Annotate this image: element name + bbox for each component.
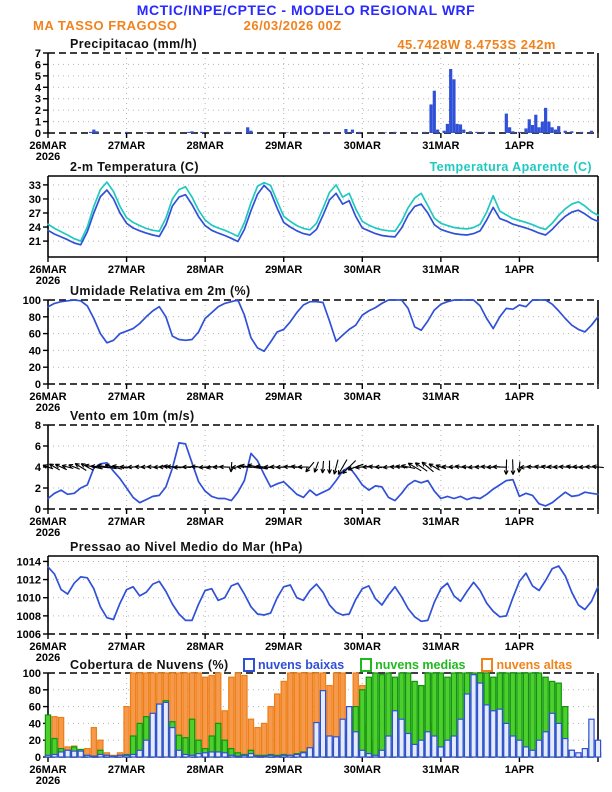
x-tick-label: 28MAR xyxy=(186,516,224,528)
panel-temperature xyxy=(29,176,598,287)
precip-bar xyxy=(528,119,531,133)
precip-bar xyxy=(429,104,432,133)
cloud-bar xyxy=(504,723,509,757)
precip-bar xyxy=(544,108,547,133)
cloud-bar xyxy=(406,733,411,757)
y-tick-label: 1008 xyxy=(16,610,41,623)
cloud-bar xyxy=(242,755,247,757)
precip-bar xyxy=(357,132,360,133)
panel-title-apparent-temperature: Temperatura Aparente (C) xyxy=(429,160,592,174)
cloud-bar xyxy=(235,756,240,757)
cloud-bar xyxy=(301,753,306,757)
cloud-bar xyxy=(72,751,77,757)
cloud-bar xyxy=(170,728,175,757)
cloud-bar xyxy=(333,737,338,757)
precip-bar xyxy=(518,132,521,133)
x-tick-label: 26MAR xyxy=(29,140,67,152)
cloud-bar xyxy=(131,736,136,757)
y-tick-label: 2 xyxy=(34,483,41,495)
x-tick-label: 29MAR xyxy=(265,140,303,152)
cloud-bar xyxy=(196,754,201,757)
cloud-bar xyxy=(523,673,528,757)
y-tick-label: 60 xyxy=(28,328,41,341)
cloud-bar xyxy=(307,673,312,757)
y-tick-label: 40 xyxy=(28,345,41,358)
precip-bar xyxy=(557,126,560,133)
precip-bar xyxy=(344,129,347,133)
precip-bar xyxy=(570,131,573,133)
cloud-bar xyxy=(255,728,260,757)
cloud-bar xyxy=(124,755,129,757)
precip-bar xyxy=(547,122,550,133)
cloud-bar xyxy=(229,677,234,757)
y-tick-label: 1010 xyxy=(16,592,41,605)
precip-bar xyxy=(531,125,534,133)
x-tick-label: 31MAR xyxy=(422,516,460,528)
precip-bar xyxy=(482,132,485,133)
precip-bar xyxy=(459,124,462,133)
precip-bar xyxy=(505,114,508,133)
precip-bar xyxy=(537,127,540,133)
precip-bar xyxy=(246,127,249,133)
legend-label-high-clouds: nuvens altas xyxy=(496,658,573,672)
line-2-m-Temperatura xyxy=(48,185,598,244)
line-Umidade-Relativa xyxy=(48,300,598,351)
x-tick-label: 27MAR xyxy=(107,641,146,653)
y-tick-label: 8 xyxy=(34,420,41,432)
precip-bar xyxy=(462,130,465,133)
y-tick-label: 80 xyxy=(28,684,41,697)
cloud-bar xyxy=(58,752,63,757)
cloud-bar xyxy=(314,723,319,757)
cloud-bar xyxy=(379,675,384,757)
cloud-bar xyxy=(65,750,70,757)
panel-title-clouds: Cobertura de Nuvens (%) xyxy=(70,658,229,672)
x-tick-label: 27MAR xyxy=(107,516,146,528)
precip-bars xyxy=(89,69,593,133)
y-tick-label: 2 xyxy=(34,105,41,118)
cloud-bar xyxy=(543,732,548,757)
y-tick-label: 5 xyxy=(34,70,41,83)
cloud-bar xyxy=(576,753,581,757)
y-tick-label: 1006 xyxy=(16,629,41,641)
wind-arrow xyxy=(321,461,325,473)
x-tick-label: 26MAR xyxy=(29,264,67,276)
cloud-bar xyxy=(458,719,463,757)
x-tick-label: 31MAR xyxy=(422,641,460,653)
cloud-bar xyxy=(373,673,378,757)
cloud-bar xyxy=(288,755,293,757)
y-tick-label: 1012 xyxy=(16,574,41,587)
precip-bar xyxy=(541,122,544,133)
cloud-bar xyxy=(268,755,273,757)
cloud-bar xyxy=(150,713,155,757)
cloud-bar xyxy=(294,673,299,757)
y-tick-label: 4 xyxy=(34,462,41,474)
y-tick-label: 6 xyxy=(34,441,41,453)
x-axis-year-label: 2026 xyxy=(35,402,61,414)
precip-bar xyxy=(145,132,148,133)
x-tick-label: 31MAR xyxy=(422,264,460,276)
x-tick-label: 28MAR xyxy=(186,140,224,152)
y-tick-label: 40 xyxy=(28,718,41,731)
cloud-bar xyxy=(360,690,365,757)
y-tick-label: 20 xyxy=(28,735,41,748)
line-Velocidade-do-vento xyxy=(48,443,598,506)
precip-bar xyxy=(469,131,472,133)
x-tick-label: 28MAR xyxy=(186,641,224,653)
precip-bar xyxy=(393,132,396,133)
panel-title-temperature: 2-m Temperatura (C) xyxy=(70,160,199,174)
cloud-bar xyxy=(432,736,437,757)
cloud-bar xyxy=(189,719,194,757)
cloud-bar xyxy=(255,756,260,757)
cloud-bar xyxy=(189,755,194,757)
cloud-bar xyxy=(386,736,391,757)
precip-bar xyxy=(125,132,128,133)
cloud-bar xyxy=(569,750,574,757)
x-tick-label: 1APR xyxy=(504,764,535,776)
y-tick-label: 0 xyxy=(34,752,41,764)
precip-bar xyxy=(456,124,459,133)
cloud-bar xyxy=(85,755,90,757)
cloud-bar xyxy=(203,677,208,757)
cloud-bar xyxy=(104,755,109,757)
x-axis-year-label: 2026 xyxy=(35,275,61,287)
cloud-bar xyxy=(216,752,221,757)
cloud-bar xyxy=(261,723,266,757)
precip-bar xyxy=(508,127,511,133)
precip-bar xyxy=(590,131,593,133)
precip-bar xyxy=(325,132,328,133)
cloud-bar xyxy=(294,754,299,757)
cloud-bar xyxy=(91,756,96,757)
x-tick-label: 1APR xyxy=(504,391,535,403)
cloud-bar xyxy=(91,728,96,757)
cloud-bar xyxy=(275,756,280,757)
cloud-bar xyxy=(137,750,142,757)
precip-bar xyxy=(511,131,514,133)
cloud-bar xyxy=(281,681,286,757)
cloud-bar xyxy=(45,755,50,757)
cloud-bar xyxy=(419,740,424,757)
precip-bar xyxy=(436,130,439,133)
x-axis-year-label: 2026 xyxy=(35,652,61,664)
y-tick-label: 30 xyxy=(28,193,41,206)
y-tick-label: 100 xyxy=(22,668,41,680)
y-tick-label: 33 xyxy=(28,179,41,192)
cloud-bar xyxy=(373,755,378,757)
app-title: MCTIC/INPE/CPTEC - MODELO REGIONAL WRF xyxy=(136,2,476,18)
cloud-bar xyxy=(131,754,136,757)
precip-bar xyxy=(226,132,229,133)
precip-bar xyxy=(564,131,567,133)
precip-bar xyxy=(351,130,354,133)
cloud-bar xyxy=(510,736,515,757)
cloud-bar xyxy=(392,711,397,757)
cloud-bar xyxy=(478,683,483,757)
x-axis-year-label: 2026 xyxy=(35,527,61,539)
y-tick-label: 80 xyxy=(28,311,41,324)
cloud-bar xyxy=(399,719,404,757)
cloud-bar xyxy=(563,739,568,757)
cloud-bar xyxy=(536,740,541,757)
cloud-bar xyxy=(550,713,555,757)
precip-bar xyxy=(285,132,288,133)
cloud-bar xyxy=(307,748,312,757)
x-axis-year-label: 2026 xyxy=(35,151,61,163)
x-tick-label: 30MAR xyxy=(343,641,381,653)
y-tick-label: 4 xyxy=(34,82,41,95)
panel-pressure xyxy=(17,556,598,664)
wind-arrow xyxy=(511,459,515,474)
x-tick-label: 29MAR xyxy=(265,516,303,528)
x-tick-label: 29MAR xyxy=(265,391,303,403)
cloud-bar xyxy=(589,719,594,757)
cloud-bar xyxy=(530,673,535,757)
x-tick-label: 1APR xyxy=(504,264,535,276)
y-tick-label: 1 xyxy=(34,116,41,129)
x-tick-label: 27MAR xyxy=(107,140,146,152)
cloud-bar xyxy=(327,736,332,757)
cloud-bar xyxy=(412,744,417,757)
precip-bar xyxy=(89,132,92,133)
cloud-bar xyxy=(595,740,600,757)
cloud-bar xyxy=(530,750,535,757)
panel-title-wind: Vento em 10m (m/s) xyxy=(70,409,195,423)
precip-bar xyxy=(190,131,193,133)
x-tick-label: 28MAR xyxy=(186,264,224,276)
cloud-bar xyxy=(183,754,188,757)
panel-title-precipitation: Precipitacao (mm/h) xyxy=(70,37,198,51)
x-tick-label: 26MAR xyxy=(29,516,67,528)
cloud-bar xyxy=(517,740,522,757)
y-tick-label: 3 xyxy=(34,93,41,106)
y-tick-label: 20 xyxy=(28,362,41,375)
cloud-bar xyxy=(347,707,352,757)
x-tick-label: 31MAR xyxy=(422,140,460,152)
x-tick-label: 31MAR xyxy=(422,764,460,776)
precip-bar xyxy=(423,132,426,133)
y-tick-label: 0 xyxy=(34,379,41,391)
x-tick-label: 28MAR xyxy=(186,391,224,403)
precip-bar xyxy=(475,132,478,133)
cloud-bar xyxy=(235,673,240,757)
cloud-bar xyxy=(445,740,450,757)
precip-bar xyxy=(452,79,455,133)
precip-bar xyxy=(413,132,416,133)
x-tick-label: 26MAR xyxy=(29,641,67,653)
cloud-bar xyxy=(242,676,247,757)
cloud-bar xyxy=(523,747,528,757)
cloud-bar xyxy=(98,754,103,757)
wind-arrow xyxy=(314,462,318,473)
y-tick-label: 6 xyxy=(34,59,41,72)
line-Temperatura-Aparente xyxy=(48,182,598,241)
line-Pressao-ao-nivel-do-mar xyxy=(48,566,598,621)
precip-bar xyxy=(446,124,449,133)
y-tick-label: 0 xyxy=(34,504,41,516)
precip-bar xyxy=(449,69,452,133)
cloud-bar xyxy=(484,705,489,757)
wind-arrows xyxy=(43,459,604,474)
wind-arrow xyxy=(408,463,421,471)
cloud-bar xyxy=(261,756,266,757)
cloud-bar xyxy=(78,751,83,757)
precip-bar xyxy=(534,115,537,133)
x-tick-label: 29MAR xyxy=(265,764,303,776)
x-tick-label: 1APR xyxy=(504,140,535,152)
x-tick-label: 30MAR xyxy=(343,140,381,152)
wind-arrow xyxy=(220,465,231,469)
y-tick-label: 1014 xyxy=(16,556,41,569)
cloud-bar xyxy=(203,753,208,757)
cloud-bar xyxy=(124,707,129,757)
cloud-bar xyxy=(111,756,116,757)
cloud-bar xyxy=(301,673,306,757)
run-datetime: 26/03/2026 00Z xyxy=(243,18,342,33)
cloud-bar xyxy=(366,754,371,757)
cloud-bar xyxy=(144,740,149,757)
cloud-bar xyxy=(497,709,502,757)
panel-precipitation xyxy=(29,48,598,163)
cloud-bar xyxy=(360,750,365,757)
cloud-bar xyxy=(556,723,561,757)
y-tick-label: 60 xyxy=(28,701,41,714)
x-tick-label: 26MAR xyxy=(29,764,67,776)
x-tick-label: 1APR xyxy=(504,516,535,528)
cloud-bar xyxy=(209,752,214,757)
precip-bar xyxy=(200,132,203,133)
cloud-bar xyxy=(176,750,181,757)
cloud-bar xyxy=(379,750,384,757)
x-axis-year-label: 2026 xyxy=(35,775,61,787)
precip-bar xyxy=(433,91,436,133)
x-tick-label: 28MAR xyxy=(186,764,224,776)
precip-bar xyxy=(96,131,99,133)
panel-wind xyxy=(29,420,603,539)
station-name: MA TASSO FRAGOSO xyxy=(33,18,178,33)
x-tick-label: 27MAR xyxy=(107,391,146,403)
cloud-bar xyxy=(438,747,443,757)
wind-arrow xyxy=(75,464,86,471)
cloud-bar xyxy=(229,755,234,757)
wind-arrow xyxy=(415,463,427,471)
cloud-bar xyxy=(45,715,50,757)
cloud-bar xyxy=(451,736,456,757)
y-tick-label: 7 xyxy=(34,48,41,60)
cloud-bar xyxy=(425,732,430,757)
legend-label-mid-clouds: nuvens medias xyxy=(375,658,466,672)
y-tick-label: 27 xyxy=(28,207,41,220)
cloud-bar xyxy=(52,754,57,757)
cloud-bar xyxy=(471,675,476,757)
x-tick-label: 30MAR xyxy=(343,264,381,276)
cloud-bar xyxy=(157,704,162,757)
y-tick-label: 0 xyxy=(34,128,41,140)
cloud-bar xyxy=(464,694,469,757)
precip-bar xyxy=(580,132,583,133)
panel-title-pressure: Pressao ao Nivel Medio do Mar (hPa) xyxy=(70,540,303,554)
precip-bar xyxy=(443,131,446,133)
precip-bar xyxy=(384,132,387,133)
y-tick-label: 100 xyxy=(22,295,41,307)
cloud-bar xyxy=(340,719,345,757)
x-tick-label: 27MAR xyxy=(107,764,146,776)
cloud-bar xyxy=(288,673,293,757)
panel-humidity xyxy=(23,295,598,414)
wind-arrow xyxy=(333,460,338,475)
x-tick-label: 30MAR xyxy=(343,516,381,528)
precip-bar xyxy=(187,132,190,133)
cloud-bar xyxy=(268,707,273,757)
precip-bar xyxy=(92,130,95,133)
x-tick-label: 31MAR xyxy=(422,391,460,403)
cloud-bar xyxy=(491,711,496,757)
cloud-bar xyxy=(117,755,122,757)
legend-label-low-clouds: nuvens baixas xyxy=(258,658,345,672)
cloud-bar xyxy=(275,694,280,757)
y-tick-label: 24 xyxy=(28,222,41,235)
cloud-bar xyxy=(366,677,371,757)
x-tick-label: 30MAR xyxy=(343,764,381,776)
wind-arrow xyxy=(493,465,507,469)
cloud-bar xyxy=(438,673,443,757)
x-tick-label: 26MAR xyxy=(29,391,67,403)
cloud-bar xyxy=(582,749,587,757)
panel-clouds xyxy=(23,668,601,787)
panel-title-humidity: Umidade Relativa em 2m (%) xyxy=(70,284,251,298)
cloud-bar xyxy=(222,753,227,757)
cloud-bar xyxy=(163,702,168,757)
precip-bar xyxy=(249,131,252,133)
x-tick-label: 27MAR xyxy=(107,264,146,276)
x-tick-label: 1APR xyxy=(504,641,535,653)
location-coordinates: 45.7428W 8.4753S 242m xyxy=(397,37,556,52)
cloud-bar xyxy=(281,755,286,757)
precip-bar xyxy=(554,130,557,133)
y-tick-label: 21 xyxy=(28,236,41,249)
cloud-bar xyxy=(248,754,253,757)
x-tick-label: 29MAR xyxy=(265,641,303,653)
precip-bar xyxy=(524,128,527,133)
cloud-bar xyxy=(353,732,358,757)
x-tick-label: 30MAR xyxy=(343,391,381,403)
precip-bar xyxy=(488,132,491,133)
precip-bar xyxy=(551,127,554,133)
x-tick-label: 29MAR xyxy=(265,264,303,276)
cloud-bar xyxy=(320,691,325,757)
